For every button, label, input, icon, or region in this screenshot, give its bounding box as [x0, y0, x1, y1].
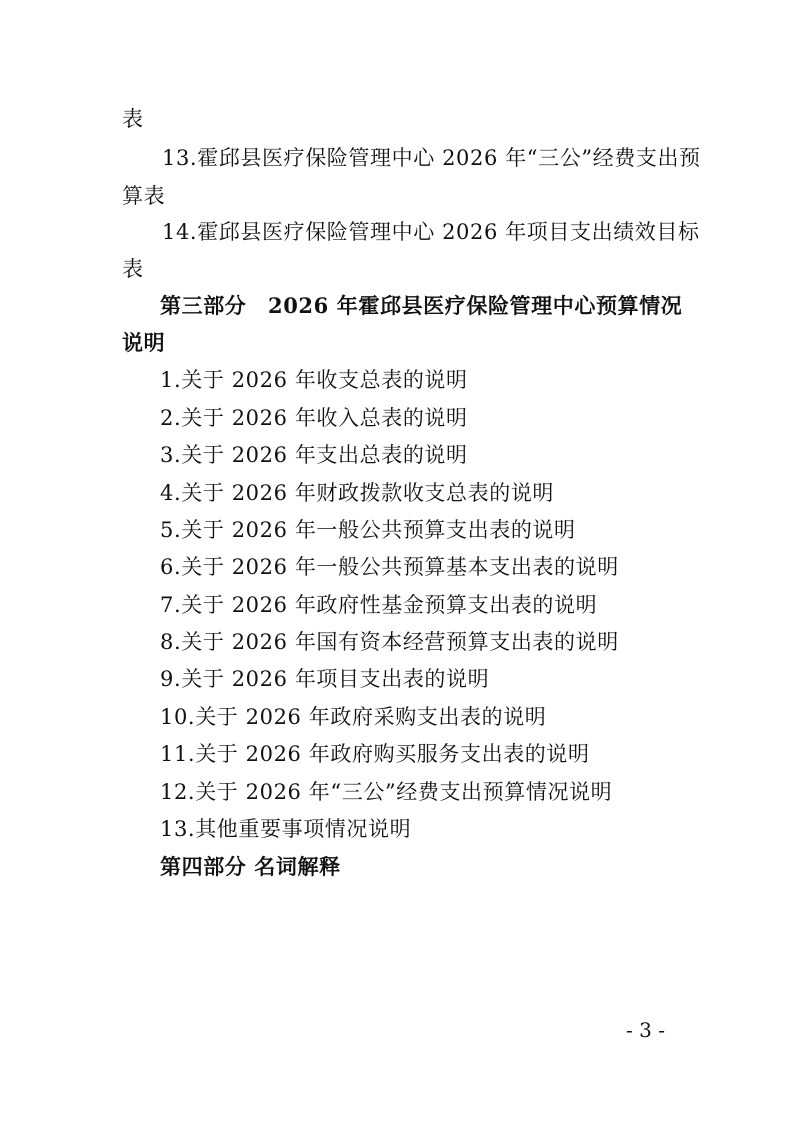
toc-subitem-12: 12.关于 2026 年“三公”经费支出预算情况说明	[160, 780, 613, 804]
toc-subitem-13: 13.其他重要事项情况说明	[160, 817, 412, 841]
toc-subitem-7: 7.关于 2026 年政府性基金预算支出表的说明	[160, 593, 598, 617]
toc-item-13: 13.霍邱县医疗保险管理中心 2026 年“三公”经费支出预	[162, 146, 701, 170]
toc-line-continuation: 算表	[122, 184, 166, 208]
toc-subitem-8: 8.关于 2026 年国有资本经营预算支出表的说明	[160, 630, 619, 654]
section-heading-part-three: 第三部分 2026 年霍邱县医疗保险管理中心预算情况	[160, 293, 683, 318]
section-heading-continuation: 说明	[122, 330, 166, 355]
toc-subitem-1: 1.关于 2026 年收支总表的说明	[160, 368, 468, 392]
toc-subitem-2: 2.关于 2026 年收入总表的说明	[160, 406, 468, 430]
section-heading-part-four: 第四部分 名词解释	[160, 854, 341, 879]
toc-subitem-9: 9.关于 2026 年项目支出表的说明	[160, 667, 490, 691]
toc-item-14: 14.霍邱县医疗保险管理中心 2026 年项目支出绩效目标	[162, 220, 700, 244]
toc-subitem-4: 4.关于 2026 年财政拨款收支总表的说明	[160, 481, 555, 505]
toc-line-continuation: 表	[122, 257, 144, 281]
toc-subitem-10: 10.关于 2026 年政府采购支出表的说明	[160, 705, 547, 729]
toc-line-continuation: 表	[122, 107, 144, 131]
toc-subitem-5: 5.关于 2026 年一般公共预算支出表的说明	[160, 518, 576, 542]
page-number: - 3 -	[626, 1018, 665, 1042]
toc-subitem-11: 11.关于 2026 年政府购买服务支出表的说明	[160, 742, 590, 766]
toc-subitem-3: 3.关于 2026 年支出总表的说明	[160, 443, 468, 467]
toc-subitem-6: 6.关于 2026 年一般公共预算基本支出表的说明	[160, 555, 619, 579]
